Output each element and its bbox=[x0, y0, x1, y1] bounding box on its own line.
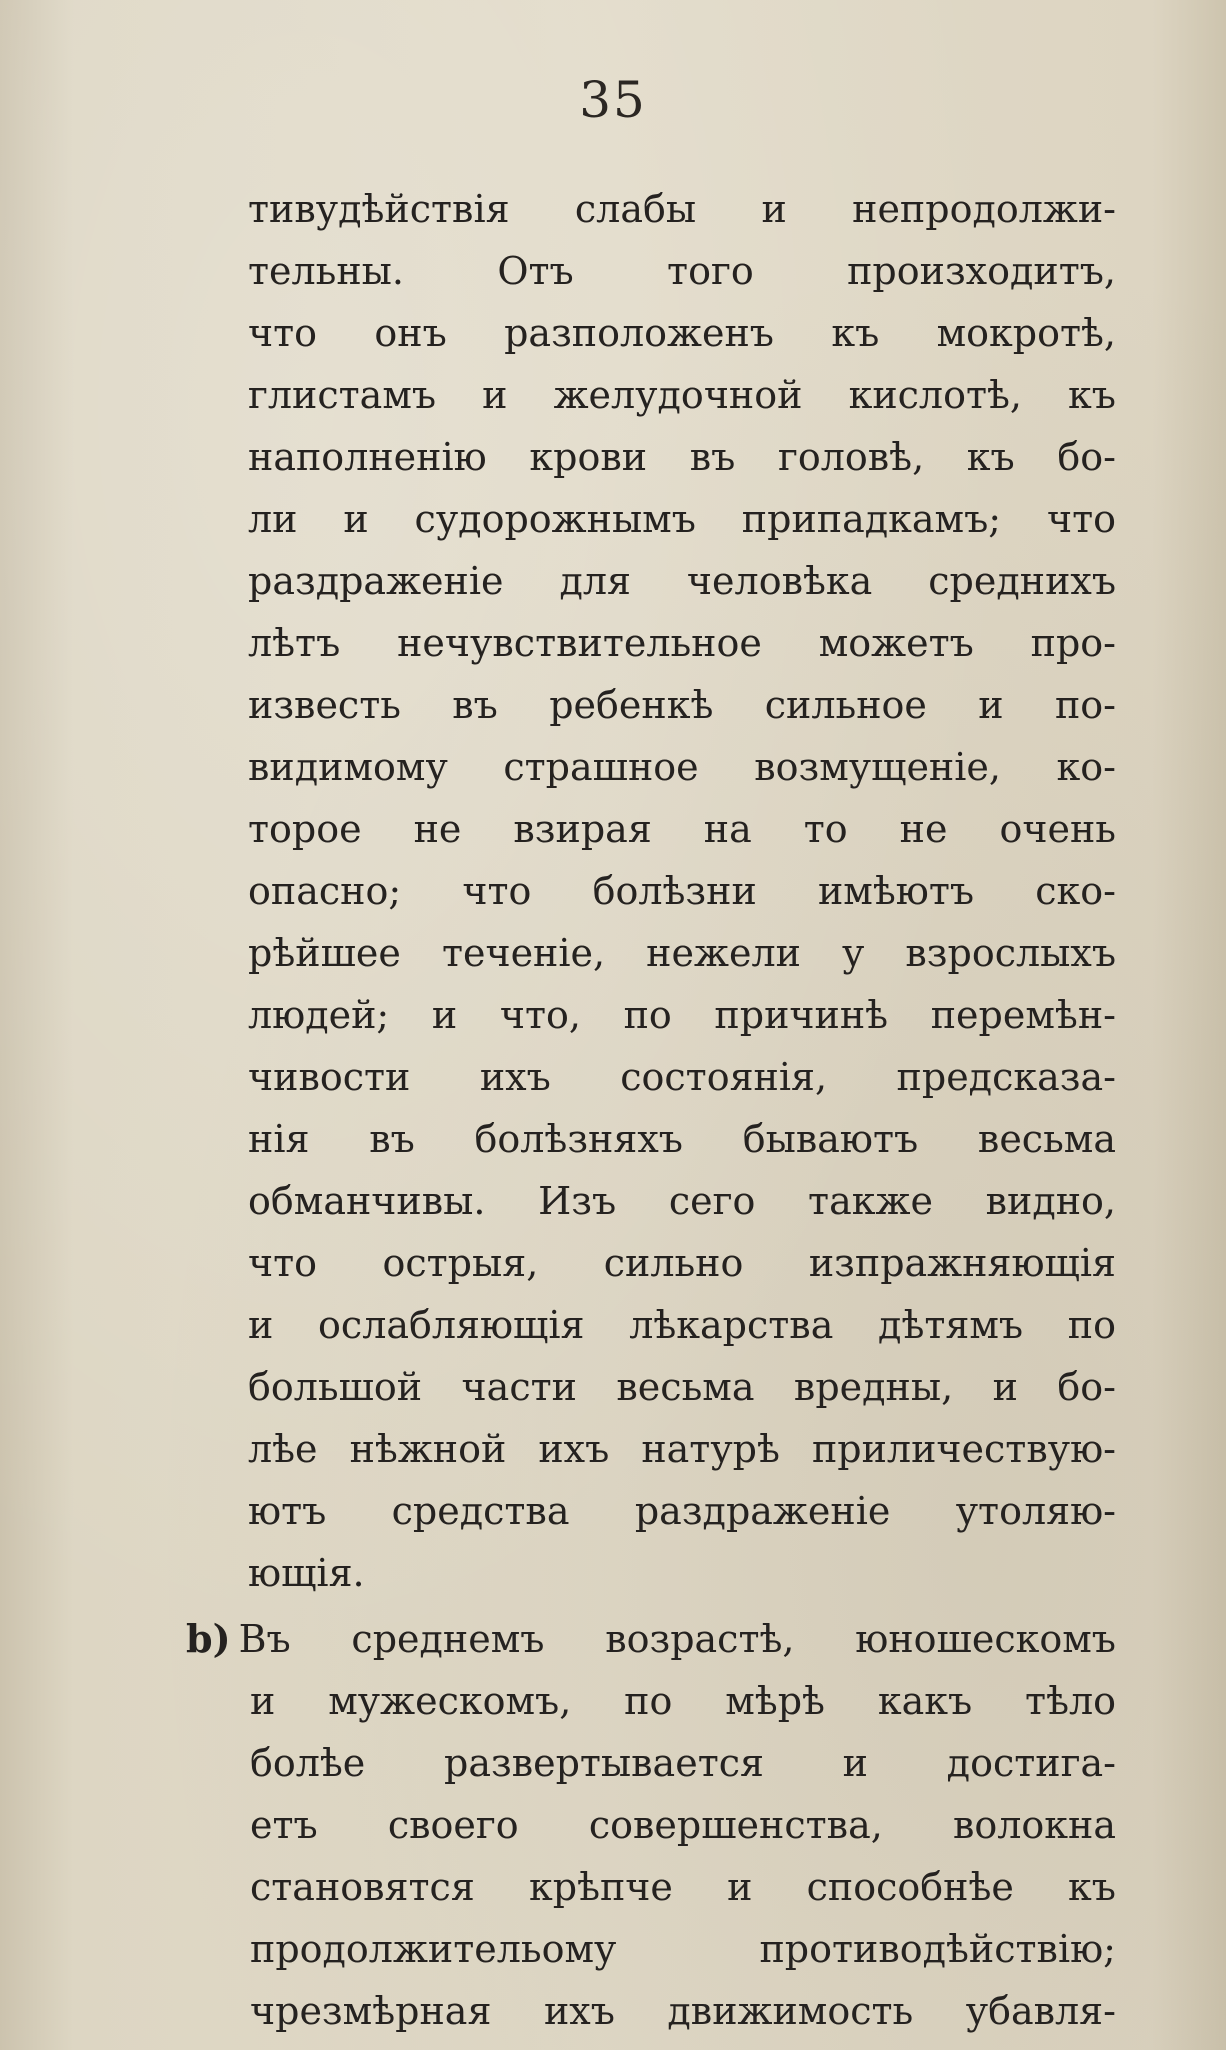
text-line: нія въ болѣзняхъ бываютъ весьма bbox=[248, 1117, 1116, 1161]
text-line: чивости ихъ состоянія, предсказа- bbox=[248, 1055, 1116, 1099]
text-line: становятся крѣпче и способнѣе къ bbox=[250, 1865, 1116, 1909]
text-line: и ослабляющія лѣкарства дѣтямъ по bbox=[248, 1303, 1116, 1347]
page-number: 35 bbox=[579, 71, 647, 129]
text-line: лѣе нѣжной ихъ натурѣ приличествую- bbox=[248, 1427, 1116, 1471]
text-line: что онъ разположенъ къ мокротѣ, bbox=[248, 311, 1116, 355]
text-line: ютъ средства раздраженіе утоляю- bbox=[248, 1489, 1116, 1533]
text-line: большой части весьма вредны, и бо- bbox=[248, 1365, 1116, 1409]
text-line: глистамъ и желудочной кислотѣ, къ bbox=[248, 373, 1116, 417]
text-line: продолжительому противодѣйствію; bbox=[250, 1927, 1116, 1971]
text-line: людей; и что, по причинѣ перемѣн- bbox=[248, 993, 1116, 1037]
text-line: опасно; что болѣзни имѣютъ ско- bbox=[248, 869, 1116, 913]
text-line: Въ среднемъ возрастѣ, юношескомъ bbox=[238, 1617, 1116, 1661]
text-line: наполненію крови въ головѣ, къ бо- bbox=[248, 435, 1116, 479]
text-line: етъ своего совершенства, волокна bbox=[250, 1803, 1116, 1847]
text-line: торое не взирая на то не очень bbox=[248, 807, 1116, 851]
text-line: что острыя, сильно изпражняющія bbox=[248, 1241, 1116, 1285]
text-line: известь въ ребенкѣ сильное и по- bbox=[248, 683, 1116, 727]
list-item-b bbox=[186, 1608, 1116, 1670]
text-line: болѣе развертывается и достига- bbox=[250, 1741, 1116, 1785]
text-line: раздраженіе для человѣка среднихъ bbox=[248, 559, 1116, 603]
text-line: и мужескомъ, по мѣрѣ какъ тѣло bbox=[250, 1679, 1116, 1723]
text-line: видимому страшное возмущеніе, ко- bbox=[248, 745, 1116, 789]
text-line: рѣйшее теченіе, нежели у взрослыхъ bbox=[248, 931, 1116, 975]
text-line: обманчивы. Изъ сего также видно, bbox=[248, 1179, 1116, 1223]
text-line: тельны. Отъ того произходитъ, bbox=[248, 249, 1116, 293]
text-line: тивудѣйствія слабы и непродолжи- bbox=[248, 187, 1116, 231]
text-line: лѣтъ нечувствительное можетъ про- bbox=[248, 621, 1116, 665]
list-item-marker: b) bbox=[186, 1616, 231, 1661]
text-line: ли и судорожнымъ припадкамъ; что bbox=[248, 497, 1116, 541]
text-line: ющія. bbox=[248, 1551, 365, 1595]
text-line: чрезмѣрная ихъ движимость убавля- bbox=[250, 1989, 1116, 2033]
